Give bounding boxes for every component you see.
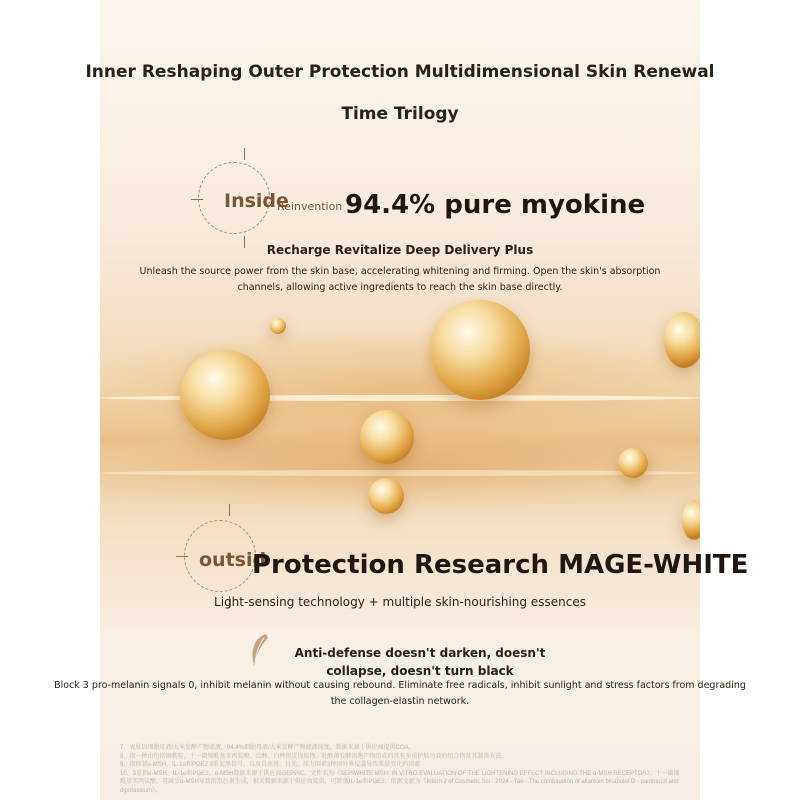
footnote: 9、指抑制α-MSH、IL-1α和PGE2 3重促黑信号，以及自由基、日光、压力因素3种因外界侵袭导致肌肤变化的因素 <box>120 762 421 768</box>
inside-description: Unleash the source power from the skin base, accelerating whitening and firming. Open the skin's absorption channels, allowing active ingredients to reach the skin base directly. <box>139 266 661 293</box>
outside-label: outsid <box>199 549 267 571</box>
gold-bubble <box>360 410 414 464</box>
footnote: 8、指一种由包括烟酰胺、十一碳烯酰基苯丙氨酸、泛醇、白桦树皮提取物、乳酸菌发酵溶胞产物组成的具有多重护肤功效的组合物及其制备方法。 <box>120 753 508 760</box>
gold-bubble <box>664 312 700 368</box>
gold-bubble <box>682 500 700 540</box>
gold-bubble <box>180 350 270 440</box>
page-title-line2: Time Trilogy <box>341 104 459 124</box>
inside-sublabel: Reinvention <box>277 200 343 213</box>
outside-subtitle: Light-sensing technology + multiple skin-nourishing essences <box>214 595 586 609</box>
ring-tick <box>229 504 230 516</box>
footnote: 10、3重指α-MSH、IL-1α和PGE2，α-MSH数据来源于供应商GEPPIC。文件名为《SEPIWHITE MSH: IN VITRO EVALUATION OF THE LIGHTENING EFFECT INCLUDING THE α-MSH RECEPTOR》；十一碳烯酰基苯丙氨酸，可减少α-MSH导致的黑色素生成，相关数据来源于供应商提供，可降低IL-1α和PGE2，依据文献为《Intern J of Cosmetic Sci - 2024 - Tan - The combination of allantoin bisabolol D - panthenol and dipotassium》。 <box>120 770 680 794</box>
anti-headline: Anti-defense doesn't darken, doesn't collapse, doesn't turn black <box>294 646 546 678</box>
ring-tick <box>191 199 203 200</box>
gold-bubble <box>618 448 648 478</box>
anti-description: Block 3 pro-melanin signals 0, inhibit melanin without causing rebound. Eliminate free radicals, inhibit sunlight and stress factors from degrading the collagen-elastin network. <box>54 680 746 707</box>
inside-headline: 94.4% pure myokine <box>345 190 646 220</box>
feather-icon <box>248 632 270 668</box>
gold-bubble <box>270 318 286 334</box>
liquid-highlight <box>100 470 700 476</box>
footnote: 7、表肽因细胞母液/大米发酵产物滤液，94.4%细胞母液/大米发酵产物滤液纯度，数据来源于供应商提供COA。 <box>120 745 415 751</box>
page-title-line1: Inner Reshaping Outer Protection Multidimensional Skin Renewal <box>85 62 715 82</box>
outside-headline: Protection Research MAGE-WHITE <box>252 550 749 580</box>
gold-bubble <box>430 300 530 400</box>
inside-label: Inside <box>224 190 289 212</box>
gold-bubble <box>368 478 404 514</box>
footnotes <box>120 744 680 795</box>
ring-tick <box>244 148 245 160</box>
ring-tick <box>176 556 188 557</box>
inside-subtitle: Recharge Revitalize Deep Delivery Plus <box>266 243 534 257</box>
